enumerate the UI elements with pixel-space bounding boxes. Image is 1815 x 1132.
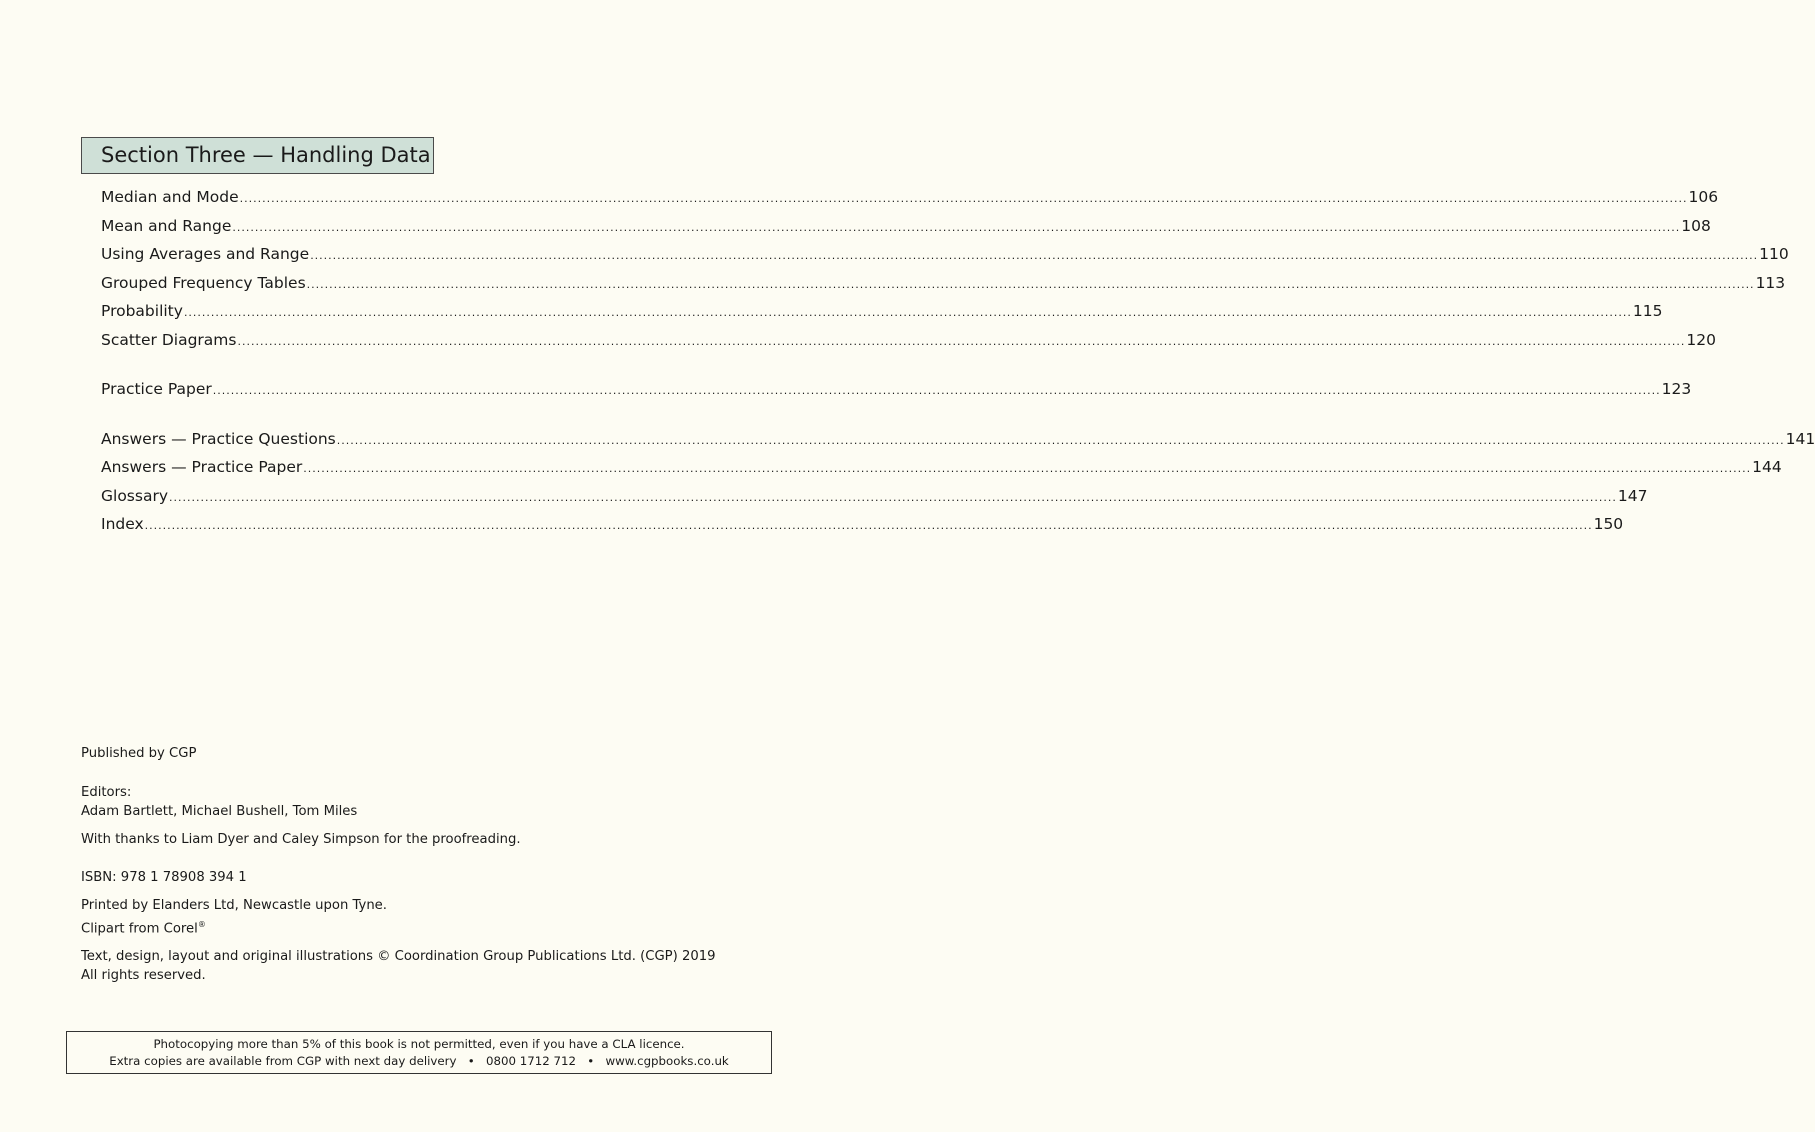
dot-leader: .................................................................................................................................................................................................................................................................................................................................. xyxy=(169,490,1617,504)
isbn: ISBN: 978 1 78908 394 1 xyxy=(81,870,247,885)
toc-entry-page: 108 xyxy=(1681,216,1711,235)
toc-entry-answers-practice-paper[interactable] xyxy=(101,453,1782,482)
publication-credits xyxy=(81,744,721,986)
toc-entry-page: 147 xyxy=(1617,486,1648,505)
toc-entry-page: 110 xyxy=(1759,245,1789,263)
toc-entry-title: Scatter Diagrams xyxy=(101,330,237,349)
dot-leader: .................................................................................................................................................................................................................................................................................................................................. xyxy=(183,306,1632,319)
toc-entry-page: 120 xyxy=(1686,330,1716,349)
toc-entry-title: Mean and Range xyxy=(101,216,232,235)
toc-entry-page: 150 xyxy=(1593,515,1624,533)
toc-entry-page: 115 xyxy=(1632,302,1663,320)
toc-entry-practice-paper[interactable] xyxy=(101,375,1692,404)
dot-leader: .................................................................................................................................................................................................................................................................................................................................. xyxy=(212,384,1661,397)
toc-entry-index[interactable] xyxy=(101,510,1624,539)
toc-entry-page: 123 xyxy=(1661,380,1692,398)
clipart-credit xyxy=(81,915,721,939)
toc-entry-using-averages-and-range[interactable] xyxy=(101,240,1789,269)
toc-entry-grouped-frequency-tables[interactable] xyxy=(101,269,1786,298)
toc-entry-title: Answers — Practice Questions xyxy=(101,429,336,448)
dot-leader: .................................................................................................................................................................................................................................................................................................................................. xyxy=(336,433,1785,447)
dot-leader: .................................................................................................................................................................................................................................................................................................................................. xyxy=(303,462,1752,475)
toc-spacer xyxy=(101,404,756,425)
toc-entry-median-and-mode[interactable] xyxy=(101,183,1719,212)
toc-entry-title: Grouped Frequency Tables xyxy=(101,273,306,292)
toc-spacer xyxy=(101,354,756,375)
toc-entry-page: 106 xyxy=(1688,188,1719,206)
toc-entry-page: 141 xyxy=(1785,429,1815,448)
toc-entry-title: Index xyxy=(101,515,144,533)
toc-entry-title: Answers — Practice Paper xyxy=(101,458,303,476)
table-of-contents xyxy=(101,183,1815,539)
dot-leader: .................................................................................................................................................................................................................................................................................................................................. xyxy=(232,220,1681,234)
toc-entry-page: 113 xyxy=(1755,273,1786,292)
photocopy-notice: Photocopying more than 5% of this book is not permitted, even if you have a CLA licence. xyxy=(153,1037,685,1051)
toc-entry-page: 144 xyxy=(1752,458,1782,476)
dot-leader: .................................................................................................................................................................................................................................................................................................................................. xyxy=(239,192,1688,205)
rights-reserved: All rights reserved. xyxy=(81,968,206,984)
toc-entry-glossary[interactable] xyxy=(101,482,1648,511)
published-by: Published by CGP xyxy=(81,746,197,761)
registered-mark: ® xyxy=(197,920,206,929)
toc-entry-scatter-diagrams[interactable] xyxy=(101,326,1716,355)
dot-leader: .................................................................................................................................................................................................................................................................................................................................. xyxy=(310,249,1759,262)
copyright-notice: Text, design, layout and original illustrations © Coordination Group Publications Ltd. (CGP) 2019 xyxy=(81,948,716,964)
dot-leader: .................................................................................................................................................................................................................................................................................................................................. xyxy=(144,519,1593,532)
editors-names: Adam Bartlett, Michael Bushell, Tom Miles xyxy=(81,804,358,819)
toc-entry-probability[interactable] xyxy=(101,297,1663,326)
ordering-info: Extra copies are available from CGP with next day delivery • 0800 1712 712 • www.cgpbooks.co.uk xyxy=(109,1054,729,1068)
printed-by: Printed by Elanders Ltd, Newcastle upon Tyne. xyxy=(81,897,387,913)
section-title: Section Three — Handling Data xyxy=(81,137,434,174)
dot-leader: .................................................................................................................................................................................................................................................................................................................................. xyxy=(237,334,1686,348)
toc-entry-title: Using Averages and Range xyxy=(101,245,310,263)
toc-entry-title: Median and Mode xyxy=(101,188,239,206)
editors-label: Editors: xyxy=(81,784,132,800)
clipart-text: Clipart from Corel xyxy=(81,921,198,937)
toc-entry-answers-practice-questions[interactable] xyxy=(101,425,1815,454)
toc-entry-title: Practice Paper xyxy=(101,380,212,398)
dot-leader: .................................................................................................................................................................................................................................................................................................................................. xyxy=(306,277,1755,291)
proofreading-thanks: With thanks to Liam Dyer and Caley Simpson for the proofreading. xyxy=(81,831,521,847)
toc-entry-mean-and-range[interactable] xyxy=(101,212,1711,241)
photocopy-notice-box xyxy=(66,1031,772,1074)
toc-entry-title: Probability xyxy=(101,302,183,320)
toc-entry-title: Glossary xyxy=(101,486,168,505)
